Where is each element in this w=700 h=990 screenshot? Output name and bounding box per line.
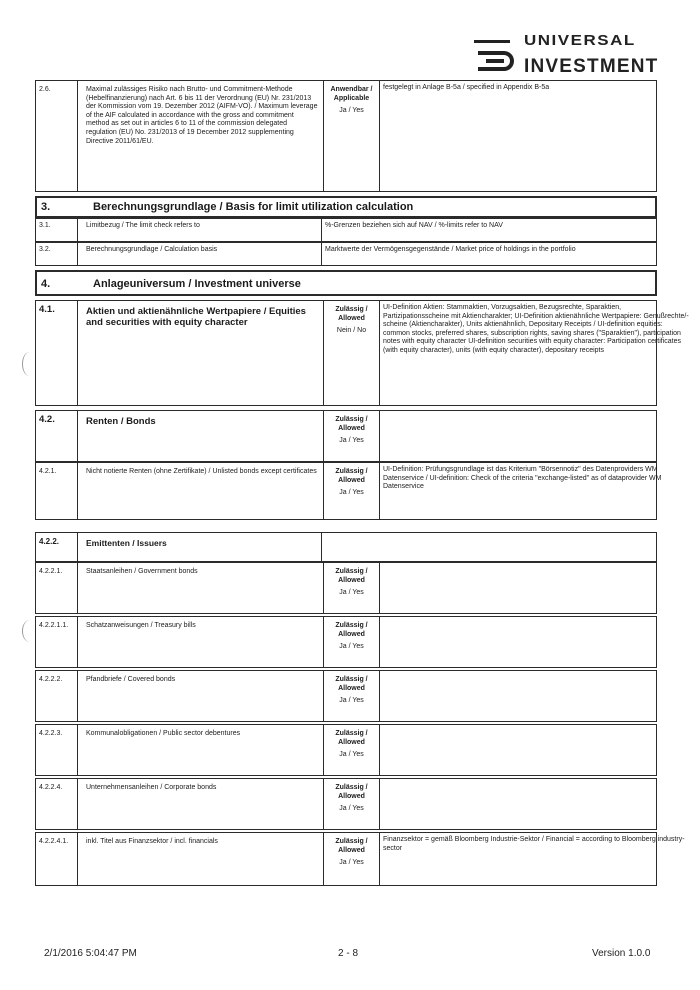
logo-text-line2: INVESTMENT bbox=[524, 56, 659, 77]
table-row-4-2-2-1-1 bbox=[35, 616, 657, 668]
allowed-value: Ja / Yes bbox=[339, 859, 364, 867]
table-row-4-2-2-2 bbox=[35, 670, 657, 722]
row-number: 4.2.2.1. bbox=[39, 568, 63, 575]
row-description: Staatsanleihen / Government bonds bbox=[86, 568, 198, 575]
table-row-4-2-2-1 bbox=[35, 562, 657, 614]
row-number: 4.2.1. bbox=[39, 468, 57, 475]
allowed-value: Ja / Yes bbox=[339, 643, 364, 651]
section-number: 3. bbox=[41, 201, 51, 213]
allowed-cell bbox=[324, 468, 379, 498]
allowed-value: Ja / Yes bbox=[339, 697, 364, 705]
allowed-cell bbox=[324, 86, 379, 116]
row-description: Maximal zulässiges Risiko nach Brutto- und Commitment-Methode (Hebelfinanzierung) nach Art. 6 bis 11 der Verordnung (EU) Nr. 231/2013 der Kommission vom 19. Dezember 2012 (AIFM-VO). / Maximum leverage of the AIF calculated in accordance with the gross and commitment method as set out in articles 6 to 11 of the commission delegated regulation (EU) No. 231/2013 of 19 December 2012 supplementing Directive 2011/61/EU. bbox=[86, 86, 318, 145]
allowed-label: Zulässig / Allowed bbox=[335, 416, 368, 432]
row-remark: Marktwerte der Vermögensgegenstände / Market price of holdings in the portfolio bbox=[325, 246, 576, 253]
allowed-cell bbox=[324, 622, 379, 652]
row-remark: festgelegt in Anlage B-5a / specified in Appendix B-5a bbox=[383, 84, 550, 91]
logo-mark-icon bbox=[474, 40, 518, 72]
row-description: Berechnungsgrundlage / Calculation basis bbox=[86, 246, 218, 253]
footer-timestamp: 2/1/2016 5:04:47 PM bbox=[44, 948, 137, 959]
row-description: Schatzanweisungen / Treasury bills bbox=[86, 622, 196, 629]
universal-investment-logo bbox=[474, 30, 659, 78]
allowed-cell bbox=[324, 676, 379, 706]
section-header-4 bbox=[35, 270, 657, 296]
allowed-label: Zulässig / Allowed bbox=[335, 838, 368, 854]
row-number: 4.2.2.1.1. bbox=[39, 622, 69, 629]
table-row-4-2 bbox=[35, 410, 657, 462]
row-number: 4.2.2. bbox=[39, 537, 60, 546]
row-number: 4.1. bbox=[39, 304, 55, 315]
row-description: Kommunalobligationen / Public sector debentures bbox=[86, 730, 241, 737]
footer-page-number: 2 - 8 bbox=[338, 948, 359, 959]
table-row-4-1 bbox=[35, 300, 689, 406]
row-number: 4.2.2.2. bbox=[39, 676, 63, 683]
allowed-label: Zulässig / Allowed bbox=[335, 468, 368, 484]
allowed-value: Ja / Yes bbox=[339, 437, 364, 445]
section-header-3 bbox=[35, 196, 657, 218]
section-number: 4. bbox=[41, 278, 51, 290]
row-number: 3.2. bbox=[39, 246, 51, 253]
allowed-value: Ja / Yes bbox=[339, 107, 364, 115]
row-description: Emittenten / Issuers bbox=[86, 538, 167, 548]
row-number: 4.2.2.4.1. bbox=[39, 838, 69, 845]
allowed-label: Anwendbar / Applicable bbox=[330, 86, 373, 102]
row-number: 4.2.2.3. bbox=[39, 730, 63, 737]
allowed-label: Zulässig / Allowed bbox=[335, 306, 368, 322]
scan-artifact-left bbox=[22, 352, 37, 376]
table-row-3-2 bbox=[35, 242, 657, 266]
allowed-cell bbox=[324, 784, 379, 814]
row-remark: Finanzsektor = gemäß Bloomberg Industrie-Sektor / Financial = according to Bloomberg industry-sector bbox=[383, 836, 685, 852]
row-description: Unternehmensanleihen / Corporate bonds bbox=[86, 784, 217, 791]
allowed-cell bbox=[324, 568, 379, 598]
row-remark: UI-Definition: Prüfungsgrundlage ist das Kriterium "Börsennotiz" des Datenproviders WM Datenservice / UI-definition: Check of the criteria "exchange-listed" as of dataprovider WM Datenservice bbox=[383, 466, 662, 491]
table-row-4-2-2-4-1 bbox=[35, 832, 685, 886]
table-row-2-6 bbox=[35, 80, 657, 192]
row-remark: UI-Definition Aktien: Stammaktien, Vorzugsaktien, Bezugsrechte, Sparaktien, Partizipationsscheine mit Aktiencharakter; UI-Definition aktienähnliche Wertpapiere: Genußrechte/-scheine (Aktiencharakter), Units aktienähnlich, Depositary Receipts / UI-definition equities: common stocks, preferred shares, subscription rights, saving shares ("Sparaktien"), participation notes with equity character UI-definition securities with equity character: Participation certificates (with equity character), units (with equity character), depositary receipts bbox=[383, 304, 689, 354]
table-row-3-1 bbox=[35, 218, 657, 242]
row-number: 3.1. bbox=[39, 222, 51, 229]
row-description: Aktien und aktienähnliche Wertpapiere / Equities and securities with equity character bbox=[86, 306, 306, 328]
allowed-cell bbox=[324, 306, 379, 336]
row-number: 2.6. bbox=[39, 86, 51, 93]
allowed-cell bbox=[324, 838, 379, 868]
row-number: 4.2. bbox=[39, 414, 55, 425]
row-description: Nicht notierte Renten (ohne Zertifikate) / Unlisted bonds except certificates bbox=[86, 468, 317, 475]
allowed-value: Ja / Yes bbox=[339, 751, 364, 759]
allowed-label: Zulässig / Allowed bbox=[335, 568, 368, 584]
allowed-value: Ja / Yes bbox=[339, 589, 364, 597]
allowed-label: Zulässig / Allowed bbox=[335, 730, 368, 746]
allowed-label: Zulässig / Allowed bbox=[335, 676, 368, 692]
footer-version: Version 1.0.0 bbox=[592, 948, 651, 959]
allowed-value: Nein / No bbox=[336, 327, 367, 335]
table-row-4-2-2 bbox=[35, 532, 657, 562]
allowed-cell bbox=[324, 730, 379, 760]
table-row-4-2-1 bbox=[35, 462, 662, 520]
allowed-cell bbox=[324, 416, 379, 446]
row-remark: %-Grenzen beziehen sich auf NAV / %-limits refer to NAV bbox=[325, 222, 503, 229]
allowed-label: Zulässig / Allowed bbox=[335, 784, 368, 800]
scan-artifact-left bbox=[22, 620, 37, 642]
allowed-value: Ja / Yes bbox=[339, 805, 364, 813]
allowed-label: Zulässig / Allowed bbox=[335, 622, 368, 638]
section-title: Anlageuniversum / Investment universe bbox=[93, 278, 301, 290]
logo-text-line1: UNIVERSAL bbox=[524, 32, 636, 49]
row-number: 4.2.2.4. bbox=[39, 784, 63, 791]
allowed-value: Ja / Yes bbox=[339, 489, 364, 497]
table-row-4-2-2-3 bbox=[35, 724, 657, 776]
row-description: inkl. Titel aus Finanzsektor / incl. financials bbox=[86, 838, 218, 845]
row-description: Limitbezug / The limit check refers to bbox=[86, 222, 200, 229]
row-description: Renten / Bonds bbox=[86, 416, 156, 427]
section-title: Berechnungsgrundlage / Basis for limit utilization calculation bbox=[93, 201, 414, 213]
row-description: Pfandbriefe / Covered bonds bbox=[86, 676, 176, 683]
table-row-4-2-2-4 bbox=[35, 778, 657, 830]
